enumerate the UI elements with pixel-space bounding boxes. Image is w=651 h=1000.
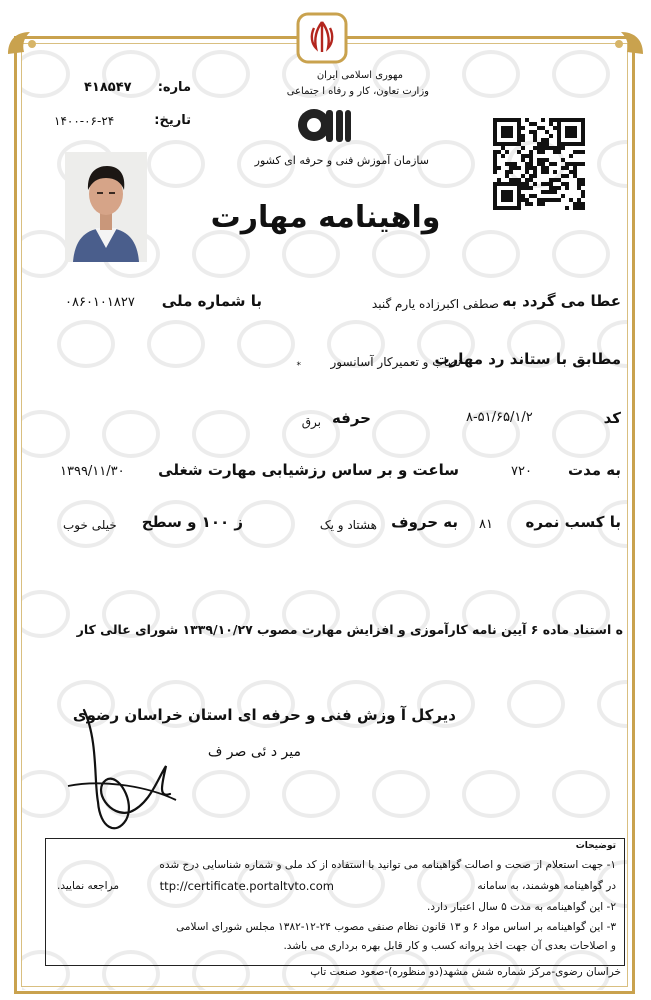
national-id-label: با شماره ملی [161,292,262,310]
notes-heading: توضیحات [575,841,616,851]
note-line-5: و اصلاحات بعدی آن جهت اخذ پروانه کسب و کار قابل بهره برداری می باشد. [283,940,616,952]
tvto-logo-icon [296,102,352,148]
duration-value: ۷۲۰ [511,464,532,479]
out-of-label: ز ۱۰۰ و سطح [141,513,243,531]
corner-ornament-right [611,30,645,56]
note-line-1: ۱- جهت استعلام از صحت و اصالت گواهینامه می توانید با استفاده از کد ملی و شماره شناسایی درج شده [159,859,616,871]
evaluation-label: ساعت و بر ساس رزشیابی مهارت شغلی [158,461,459,479]
country-name: مهوری اسلامی ایران [316,70,403,81]
signatory-title: دیرکل آ وزش فنی و حرفه ای استان خراسان رضوی [72,706,456,724]
signature [58,700,188,840]
trade-value: برق [301,415,321,429]
standard-label: مطابق با ستاند رد مهارت [434,350,621,368]
code-value: ۸-۵۱/۶۵/۱/۲ [466,410,533,425]
note-line-2: در گواهینامه هوشمند، به سامانه [477,880,616,892]
notes-box [45,838,625,966]
standard-mark: * [296,361,301,371]
ministry-name: وزارت تعاون، کار و رفاه ا جتماعی [286,86,429,97]
signatory-name: میر د ئی صر ف [207,744,301,760]
corner-ornament-left [6,30,40,56]
organization-name: سازمان آموزش فنی و حرفه ای کشور [254,154,429,167]
note-line-4: ۳- این گواهینامه بر اساس مواد ۶ و ۱۳ قانون نظام صنفی مصوب ۲۴-۱۲-۱۳۸۲ مجلس شورای اسلامی [176,921,616,933]
score-value: ۸۱ [479,517,493,532]
person-name: صطفی اکبرزاده یارم گنبد [371,297,499,311]
legal-basis: ه استناد ماده ۶ آیین نامه کارآموزی و افزایش مهارت مصوب ۱۳۳۹/۱۰/۲۷ شورای عالی کار [76,622,623,637]
score-label: با کسب نمره [525,513,621,531]
certificate-title: واهینامه مهارت [210,200,441,235]
duration-label: به مدت [568,461,621,479]
trade-label: حرفه [331,409,371,427]
evaluation-date: ۱۳۹۹/۱۱/۳۰ [60,464,125,479]
awarded-to-label: عطا می گردد به [502,292,621,310]
date-label: تاریخ: [154,113,191,128]
date-value: ۱۴۰۰-۰۶-۲۴ [54,114,115,128]
standard-value: نصاب و تعمیرکار آسانسور [330,355,461,369]
certificate-url-link[interactable]: ttp://certificate.portaltvto.com [159,879,334,893]
footer-text: خراسان رضوی-مرکز شماره شش مشهد(دو منظوره)-صعود صنعت تاپ [310,966,621,978]
national-id-value: ۰۸۶۰۱۰۱۸۲۷ [65,295,135,310]
number-value: ۴۱۸۵۴۷ [84,80,132,95]
in-words-value: هشتاد و یک [319,518,377,532]
code-label: کد [603,409,621,427]
number-label: ماره: [157,80,191,95]
note-line-refer: مراجعه نمایید. [57,880,119,892]
level-value: خیلی خوب [63,518,117,532]
national-emblem-icon [294,10,350,66]
in-words-label: به حروف [391,513,458,531]
qr-code [493,118,585,210]
note-line-3: ۲- این گواهینامه به مدت ۵ سال اعتبار دارد. [427,901,616,913]
